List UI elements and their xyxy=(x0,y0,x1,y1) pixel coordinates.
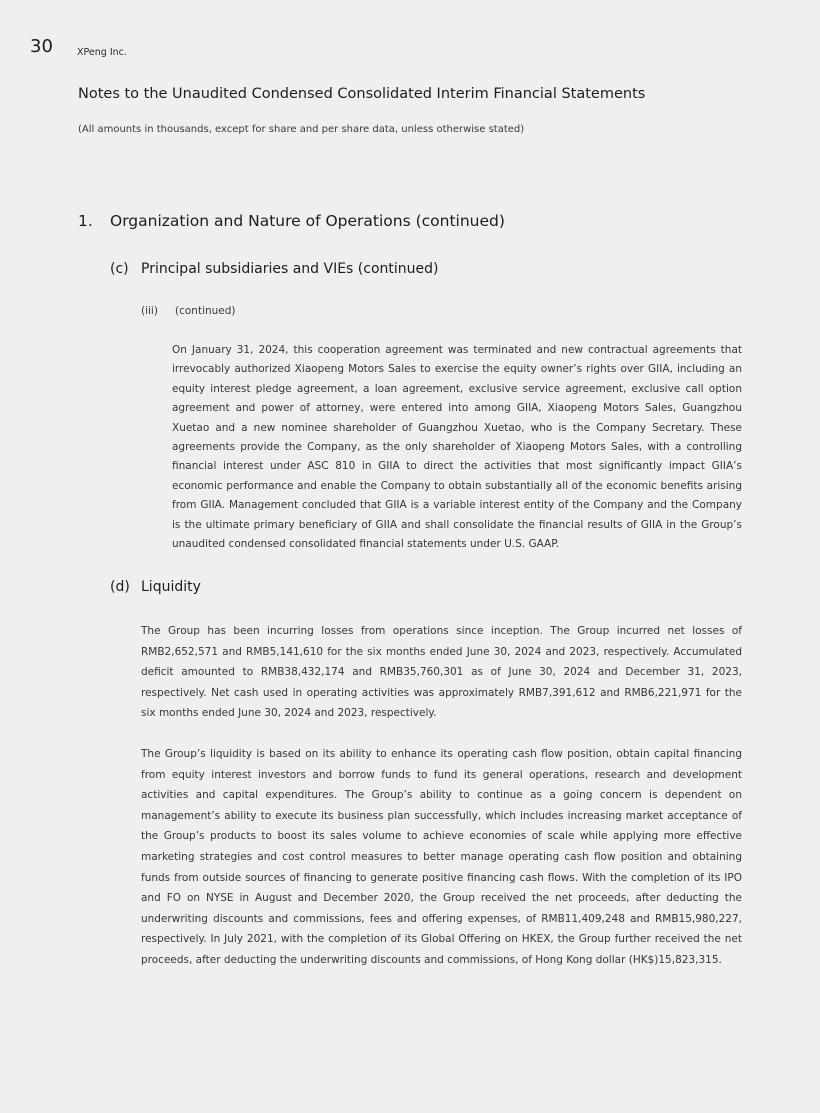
subsection-c-title: Principal subsidiaries and VIEs (continued) xyxy=(141,261,439,277)
liquidity-paragraph-1: The Group has been incurring losses from operations since inception. The Group incurred net losses of RMB2,652,571 and RMB5,141,610 for the six months ended June 30, 2024 and 2023, respectively. Accumulated deficit amounted to RMB38,432,174 and RMB35,760,301 as of June 30, 2024 and December 31, 2023, respectively. Net cash used in operating activities was approximately RMB7,391,612 and RMB6,221,971 for the six months ended June 30, 2024 and 2023, respectively. xyxy=(141,625,742,720)
document-subtitle: (All amounts in thousands, except for share and per share data, unless otherwise stated) xyxy=(78,124,525,135)
subsection-c-label: (c) xyxy=(110,261,129,277)
company-name: XPeng Inc. xyxy=(77,47,127,58)
item-iii-paragraph: On January 31, 2024, this cooperation agreement was terminated and new contractual agreements that irrevocably authorized Xiaopeng Motors Sales to exercise the equity owner’s rights over GIIA, including an equity interest pledge agreement, a loan agreement, exclusive service agreement, exclusive call option agreement and power of attorney, were entered into among GIIA, Xiaopeng Motors Sales, Guangzhou Xuetao and a new nominee shareholder of Guangzhou Xuetao, who is the Company Secretary. These agreements provide the Company, as the only shareholder of Xiaopeng Motors Sales, with a controlling financial interest under ASC 810 in GIIA to direct the activities that most significantly impact GIIA’s economic performance and enable the Company to obtain substantially all of the economic benefits arising from GIIA. Management concluded that GIIA is a variable interest entity of the Company and the Company is the ultimate primary beneficiary of GIIA and shall consolidate the financial results of GIIA in the Group’s unaudited condensed consolidated financial statements under U.S. GAAP. xyxy=(172,344,742,551)
item-iii-label: (iii) xyxy=(141,305,158,317)
section-title: Organization and Nature of Operations (continued) xyxy=(110,212,505,230)
document-title: Notes to the Unaudited Condensed Consolidated Interim Financial Statements xyxy=(78,86,646,102)
subsection-d-title: Liquidity xyxy=(141,579,201,595)
liquidity-paragraph-2: The Group’s liquidity is based on its ability to enhance its operating cash flow position, obtain capital financing from equity interest investors and borrow funds to fund its general operations, research and development activities and capital expenditures. The Group’s ability to continue as a going concern is dependent on management’s ability to execute its business plan successfully, which includes increasing market acceptance of the Group’s products to boost its sales volume to achieve economies of scale while applying more effective marketing strategies and cost control measures to better manage operating cash flow position and obtaining funds from outside sources of financing to generate positive financing cash flows. With the completion of its IPO and FO on NYSE in August and December 2020, the Group received the net proceeds, after deducting the underwriting discounts and commissions, fees and offering expenses, of RMB11,409,248 and RMB15,980,227, respectively. In July 2021, with the completion of its Global Offering on HKEX, the Group further received the net proceeds, after deducting the underwriting discounts and commissions, of Hong Kong dollar (HK$)15,823,315. xyxy=(141,748,742,966)
section-number: 1. xyxy=(78,212,93,230)
item-iii-note: (continued) xyxy=(175,305,236,317)
subsection-d-label: (d) xyxy=(110,579,130,595)
page-number: 30 xyxy=(30,36,53,57)
